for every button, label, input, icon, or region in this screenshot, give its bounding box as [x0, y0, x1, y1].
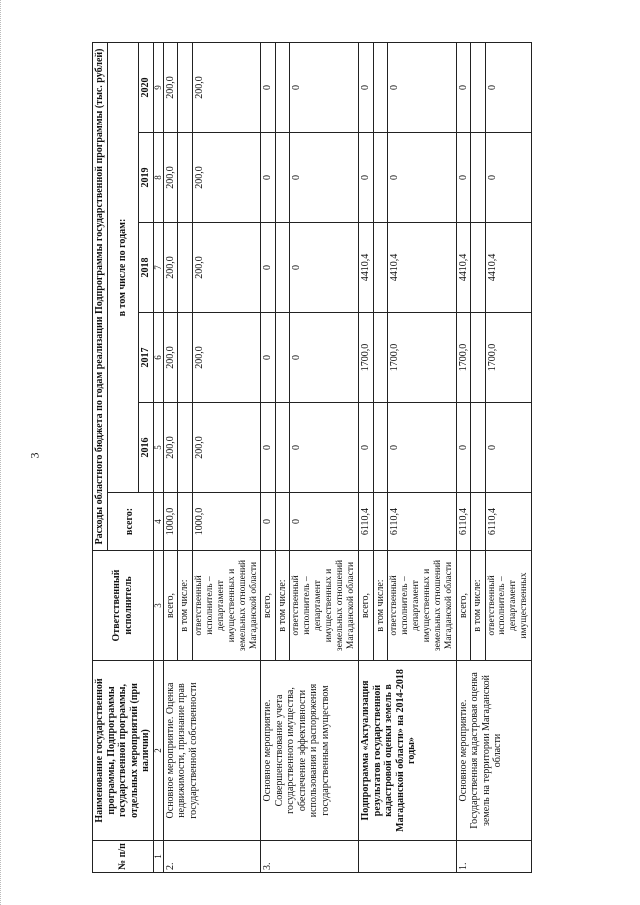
label-v-tom-chisle: в том числе:	[471, 551, 486, 661]
cell-year: 0	[388, 133, 457, 223]
cell-year: 200,0	[192, 42, 261, 132]
cell-year: 4410,4	[485, 223, 532, 313]
cell-total: 1000,0	[163, 493, 178, 551]
label-responsible: ответственный исполнитель – департамент имущественных и земельных отношений Магаданской области	[290, 551, 359, 661]
header-year: 2018	[139, 223, 154, 313]
cell-year: 1700,0	[456, 313, 471, 403]
col-number: 2	[153, 661, 163, 841]
cell-year: 0	[261, 223, 276, 313]
header-responsible: Ответственный исполнитель	[93, 551, 154, 661]
col-number: 5	[153, 403, 163, 493]
col-number: 9	[153, 42, 163, 132]
cell-year: 0	[359, 133, 374, 223]
cell-total: 6110,4	[359, 493, 374, 551]
header-year: 2016	[139, 403, 154, 493]
label-v-tom-chisle: в том числе:	[178, 551, 193, 661]
row-num: 1.	[456, 841, 532, 873]
cell-year: 0	[290, 42, 359, 132]
header-expenses: Расходы областного бюджета по годам реализации Подпрограммы государственной программы (тыс. рублей)	[93, 42, 108, 550]
cell-year: 200,0	[192, 133, 261, 223]
cell-year: 0	[290, 223, 359, 313]
cell-year: 0	[290, 403, 359, 493]
label-responsible: ответственный исполнитель – департамент имущественных	[485, 551, 532, 661]
cell-year: 4410,4	[359, 223, 374, 313]
row-name: Основное мероприятие. Оценка недвижимости, признание прав государственной собственности	[163, 661, 261, 841]
cell-year: 4410,4	[388, 223, 457, 313]
cell-total: 0	[290, 493, 359, 551]
header-num: № п/п	[93, 841, 154, 873]
cell-year: 0	[359, 403, 374, 493]
header-year: 2019	[139, 133, 154, 223]
cell-year: 1700,0	[388, 313, 457, 403]
cell-total: 6110,4	[456, 493, 471, 551]
cell-total: 1000,0	[192, 493, 261, 551]
col-number: 1	[153, 841, 163, 873]
header-by-years: в том числе по годам:	[107, 42, 139, 492]
cell-year: 0	[485, 133, 532, 223]
cell-year: 0	[261, 133, 276, 223]
cell-year: 1700,0	[359, 313, 374, 403]
table-row	[456, 42, 471, 872]
label-responsible: ответственный исполнитель – департамент имущественных и земельных отношений Магаданской области	[192, 551, 261, 661]
cell-year: 0	[456, 42, 471, 132]
cell-year: 0	[456, 403, 471, 493]
cell-year: 0	[388, 42, 457, 132]
row-name: Основное мероприятие. Государственная кадастровая оценка земель на территории Магаданской области	[456, 661, 532, 841]
table-row	[261, 42, 276, 872]
cell-year: 0	[261, 313, 276, 403]
cell-year: 0	[261, 42, 276, 132]
row-num: 3.	[261, 841, 359, 873]
cell-year: 200,0	[192, 313, 261, 403]
cell-year: 200,0	[163, 133, 178, 223]
label-vsego: всего,	[163, 551, 178, 661]
col-number: 8	[153, 133, 163, 223]
label-v-tom-chisle: в том числе:	[275, 551, 290, 661]
cell-year: 200,0	[192, 223, 261, 313]
label-vsego: всего,	[261, 551, 276, 661]
col-number: 6	[153, 313, 163, 403]
cell-year: 4410,4	[456, 223, 471, 313]
row-name: Основное мероприятие. Совершенствование учета государственного имущества, обеспечение эффективности использования и распоряжения государственным имуществом	[261, 661, 359, 841]
budget-table-sheet	[92, 43, 554, 873]
label-v-tom-chisle: в том числе:	[373, 551, 388, 661]
row-num: 2.	[163, 841, 261, 873]
row-num	[359, 841, 457, 873]
cell-year: 0	[456, 133, 471, 223]
label-vsego: всего,	[456, 551, 471, 661]
cell-year: 200,0	[163, 403, 178, 493]
header-year: 2017	[139, 313, 154, 403]
cell-year: 200,0	[163, 42, 178, 132]
header-name: Наименование государственной программы, Подпрограммы государственной программы, отдельных мероприятий (при наличии)	[93, 661, 154, 841]
header-year: 2020	[139, 42, 154, 132]
col-number: 7	[153, 223, 163, 313]
cell-year: 200,0	[192, 403, 261, 493]
budget-table	[92, 42, 532, 873]
col-number: 4	[153, 493, 163, 551]
cell-year: 0	[290, 313, 359, 403]
col-number: 3	[153, 551, 163, 661]
cell-year: 200,0	[163, 313, 178, 403]
page-number: 3	[27, 452, 42, 459]
cell-year: 0	[359, 42, 374, 132]
cell-year: 0	[485, 42, 532, 132]
header-total: всего:	[107, 493, 153, 551]
cell-total: 6110,4	[388, 493, 457, 551]
subprogram-name: Подпрограмма «Актуализация результатов государственной кадастровой оценки земель в Магаданской области» на 2014-2018 годы»	[359, 661, 457, 841]
label-responsible: ответственный исполнитель – департамент имущественных и земельных отношений Магаданской области	[388, 551, 457, 661]
cell-year: 0	[261, 403, 276, 493]
cell-year: 200,0	[163, 223, 178, 313]
cell-total: 0	[261, 493, 276, 551]
cell-year: 0	[485, 403, 532, 493]
scan-edge	[0, 0, 5, 905]
table-row	[359, 42, 374, 872]
table-row	[163, 42, 178, 872]
cell-year: 0	[290, 133, 359, 223]
cell-year: 1700,0	[485, 313, 532, 403]
cell-year: 0	[388, 403, 457, 493]
label-vsego: всего,	[359, 551, 374, 661]
cell-total: 6110,4	[485, 493, 532, 551]
